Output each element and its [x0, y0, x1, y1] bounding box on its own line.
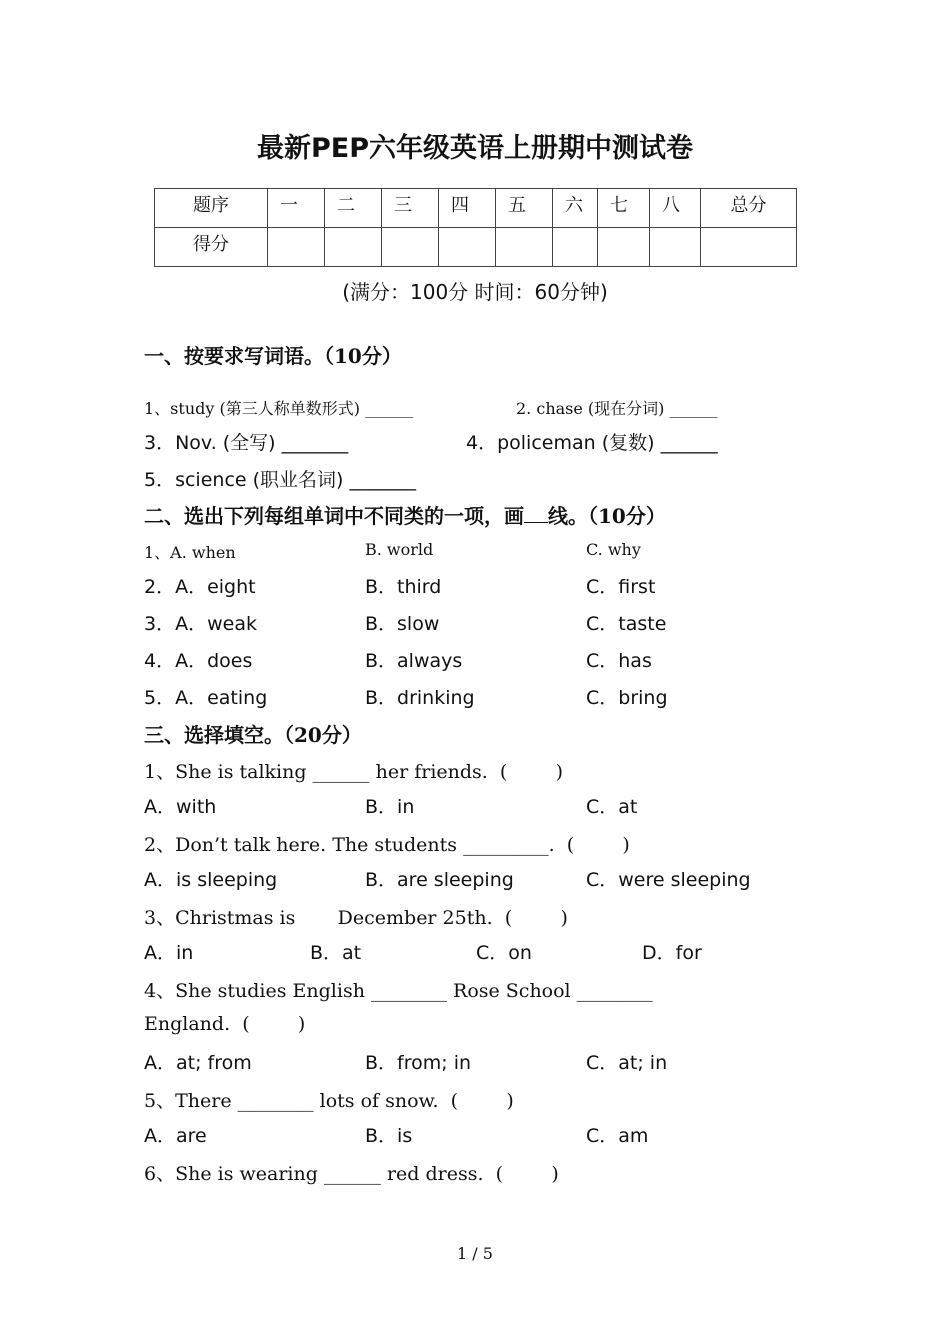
section2-option-c: C．has — [586, 650, 652, 672]
section1-heading: 一、按要求写词语。（10分） — [144, 344, 402, 368]
section2-option-b: B．drinking — [365, 687, 475, 709]
section3-q3-option: C．on — [476, 942, 532, 964]
score-input-cell[interactable] — [496, 228, 553, 267]
score-header-cell: 五 — [496, 189, 553, 228]
score-header-cell: 一 — [268, 189, 325, 228]
score-table-score-row — [155, 228, 797, 267]
score-input-cell[interactable] — [382, 228, 439, 267]
score-header-cell: 二 — [325, 189, 382, 228]
section2-heading-part-a: 二、选出下列每组单词中不同类的一项，画 — [144, 504, 524, 528]
section3-q3-option: B．at — [310, 942, 362, 964]
section3-q2-option: C．were sleeping — [586, 869, 751, 891]
section3-q4-option: A．at; from — [144, 1052, 252, 1074]
score-header-cell: 题序 — [155, 189, 268, 228]
full-score-note: (满分：100分 时间：60分钟) — [342, 280, 608, 304]
section3-q1: 1、She is talking ______ her friends. ( ) — [144, 761, 564, 783]
score-header-cell: 四 — [439, 189, 496, 228]
section1-q1: 1、study (第三人称单数形式) ______ — [144, 399, 414, 418]
section3-q4-line1: 4、She studies English ________ Rose School ________ — [144, 980, 653, 1002]
section2-option-b: B．always — [365, 650, 463, 672]
section3-q1-option: C．at — [586, 796, 638, 818]
section2-option-a: 2．A．eight — [144, 576, 256, 598]
section2-heading-part-b: 线。（10分） — [548, 504, 666, 528]
score-table-header-row — [155, 189, 797, 228]
section3-q4-option: C．at; in — [586, 1052, 668, 1074]
section2-option-a: 4．A．does — [144, 650, 253, 672]
section1-q4: 4．policeman (复数) ______ — [466, 432, 718, 454]
section3-q3: 3、Christmas is December 25th. ( ) — [144, 907, 568, 929]
section3-q5-option: A．are — [144, 1125, 207, 1147]
score-input-cell[interactable] — [325, 228, 382, 267]
score-input-cell[interactable] — [650, 228, 701, 267]
section1-q3: 3．Nov. (全写) _______ — [144, 432, 349, 454]
section3-q1-option: A．with — [144, 796, 217, 818]
page-title: 最新PEP六年级英语上册期中测试卷 — [256, 133, 694, 164]
section3-q1-option: B．in — [365, 796, 415, 818]
section3-q5: 5、There ________ lots of snow. ( ) — [144, 1090, 514, 1112]
section3-q4-option: B．from; in — [365, 1052, 472, 1074]
section3-q5-option: C．am — [586, 1125, 649, 1147]
section1-q5: 5．science (职业名词) _______ — [144, 469, 416, 491]
score-input-cell[interactable] — [268, 228, 325, 267]
section2-option-c: C．bring — [586, 687, 668, 709]
section2-option-c: C. why — [586, 540, 641, 559]
section2-option-b: B. world — [365, 540, 434, 559]
page-number: 1 / 5 — [457, 1244, 493, 1263]
section2-option-c: C．taste — [586, 613, 667, 635]
section2-option-b: B．third — [365, 576, 442, 598]
section3-q2: 2、Don’t talk here. The students _________. ( ) — [144, 834, 630, 856]
score-header-cell: 七 — [598, 189, 650, 228]
score-header-cell: 三 — [382, 189, 439, 228]
section2-option-b: B．slow — [365, 613, 440, 635]
section3-q3-option: A．in — [144, 942, 194, 964]
section1-q2: 2. chase (现在分词) ______ — [516, 399, 718, 418]
score-header-cell: 六 — [553, 189, 598, 228]
section2-option-a: 5．A．eating — [144, 687, 268, 709]
score-input-cell[interactable] — [598, 228, 650, 267]
score-table — [154, 188, 797, 267]
section3-q5-option: B．is — [365, 1125, 413, 1147]
section3-q2-option: A．is sleeping — [144, 869, 278, 891]
score-header-cell: 八 — [650, 189, 701, 228]
section3-q6: 6、She is wearing ______ red dress. ( ) — [144, 1163, 559, 1185]
score-input-cell[interactable] — [701, 228, 797, 267]
section3-q2-option: B．are sleeping — [365, 869, 514, 891]
section2-option-a: 1、A. when — [144, 543, 236, 562]
score-row-label: 得分 — [155, 228, 268, 267]
section2-option-c: C．first — [586, 576, 656, 598]
score-input-cell[interactable] — [439, 228, 496, 267]
section2-option-a: 3．A．weak — [144, 613, 257, 635]
section3-q3-option: D．for — [642, 942, 702, 964]
section3-q4-line2: England. ( ) — [144, 1013, 306, 1035]
underline-blank — [524, 522, 548, 523]
section2-heading — [144, 500, 666, 529]
score-header-cell: 总分 — [701, 189, 797, 228]
section3-heading: 三、选择填空。（20分） — [144, 723, 362, 747]
score-input-cell[interactable] — [553, 228, 598, 267]
